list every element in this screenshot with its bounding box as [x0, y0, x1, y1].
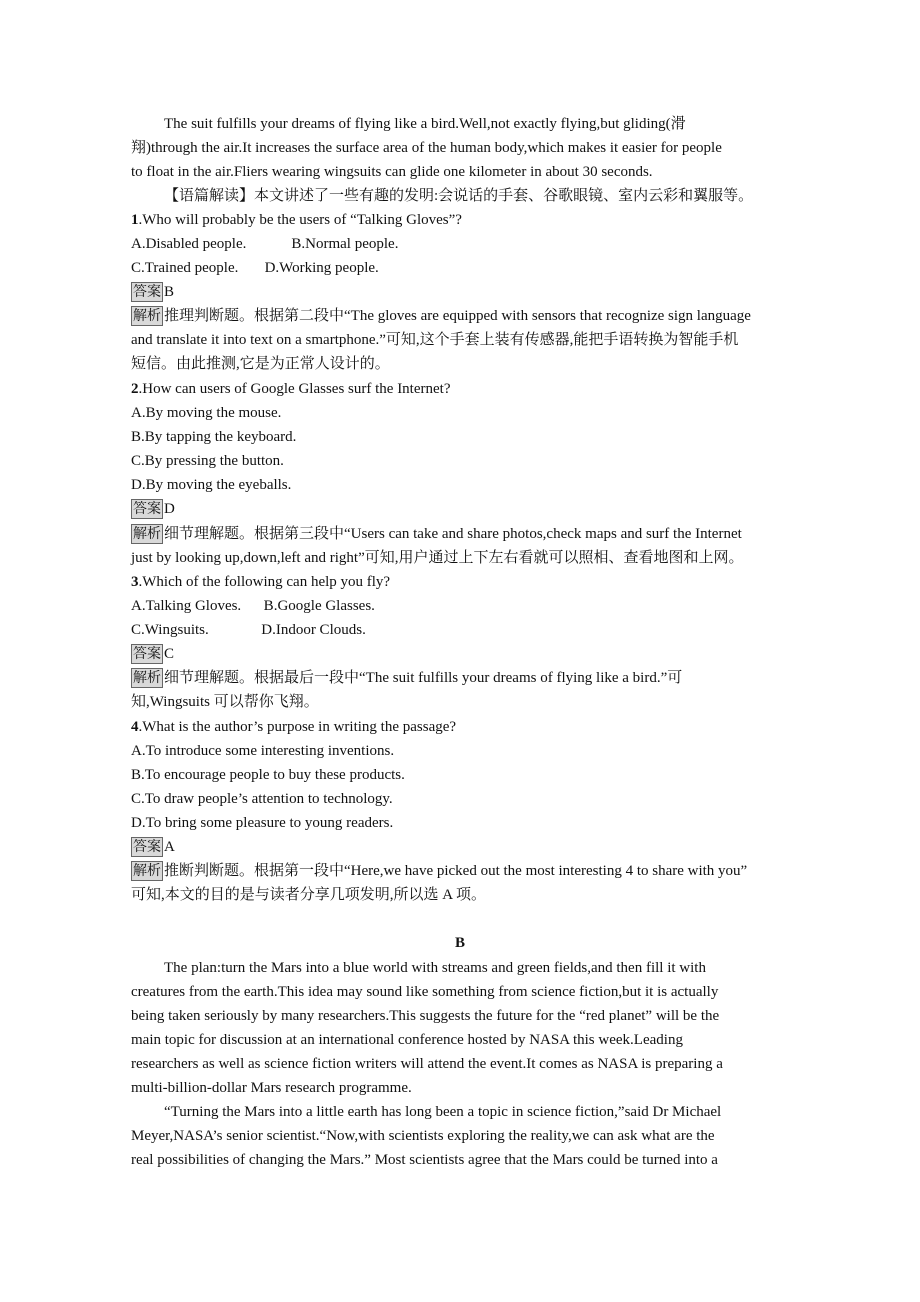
text-line [131, 258, 379, 278]
line-text: A.Disabled people. B.Normal people. [131, 236, 399, 252]
text-line [131, 620, 366, 640]
text-line [131, 596, 375, 616]
question-number: 1 [131, 212, 139, 228]
text-line [131, 524, 742, 544]
line-text: being taken seriously by many researchers.This suggests the future for the “red planet” will be the [131, 1008, 720, 1024]
text-line [164, 114, 686, 134]
line-text: C.Trained people. D.Working people. [131, 260, 379, 276]
line-text: B.To encourage people to buy these products. [131, 767, 405, 783]
line-text: A.By moving the mouse. [131, 405, 282, 421]
line-text: B [454, 935, 465, 951]
line-text: A [164, 839, 175, 855]
analysis-label: 解析 [133, 863, 161, 879]
line-text: 翔)through the air.It increases the surface area of the human body,which makes it easier for people [131, 140, 722, 156]
line-text: C [164, 646, 175, 662]
question-number: 2 [131, 381, 139, 397]
text-line [131, 837, 175, 857]
line-text: 短信。由此推测,它是为正常人设计的。 [131, 356, 390, 372]
line-text: The plan:turn the Mars into a blue world with streams and green fields,and then fill it with [164, 960, 706, 976]
line-text: multi-billion-dollar Mars research programme. [131, 1080, 412, 1096]
question-line [131, 717, 456, 737]
analysis-label: 解析 [133, 670, 161, 686]
answer-label: 答案 [133, 501, 161, 517]
text-line [131, 499, 175, 519]
line-text: main topic for discussion at an international conference hosted by NASA this week.Leading [131, 1032, 683, 1048]
text-line [131, 427, 296, 447]
line-text: .Which of the following can help you fly? [138, 574, 391, 590]
text-line [131, 306, 751, 326]
text-line [164, 1102, 721, 1122]
text-line [131, 234, 398, 254]
text-line [131, 1078, 412, 1098]
analysis-label: 解析 [133, 526, 161, 542]
text-line [131, 741, 394, 761]
text-line [131, 330, 738, 350]
line-text: just by looking up,down,left and right”可知,用户通过上下左右看就可以照相、查看地图和上网。 [131, 550, 744, 566]
line-text: .What is the author’s purpose in writing the passage? [138, 719, 457, 735]
text-line [131, 765, 405, 785]
line-text: 推理判断题。根据第二段中“The gloves are equipped with sensors that recognize sign language [164, 308, 751, 324]
line-text: 知,Wingsuits 可以帮你飞翔。 [131, 694, 319, 710]
line-text: “Turning the Mars into a little earth has long been a topic in science fiction,”said Dr Michael [164, 1104, 722, 1120]
text-line [131, 1150, 718, 1170]
line-text: A.Talking Gloves. B.Google Glasses. [131, 598, 375, 614]
answer-label: 答案 [133, 839, 161, 855]
text-line [131, 861, 747, 881]
question-line [131, 210, 462, 230]
analysis-label: 解析 [133, 308, 161, 324]
line-text: creatures from the earth.This idea may sound like something from science fiction,but it is actually [131, 984, 719, 1000]
text-line [131, 1126, 715, 1146]
line-text: and translate it into text on a smartphone.”可知,这个手套上装有传感器,能把手语转换为智能手机 [131, 332, 739, 348]
line-text: D.By moving the eyeballs. [131, 477, 292, 493]
line-text: .Who will probably be the users of “Talking Gloves”? [138, 212, 462, 228]
text-line [131, 813, 393, 833]
question-number: 3 [131, 574, 139, 590]
line-text: D [164, 501, 175, 517]
text-line [131, 548, 743, 568]
text-line [131, 282, 174, 302]
section-heading [0, 933, 920, 953]
line-text: C.By pressing the button. [131, 453, 284, 469]
text-line [164, 958, 706, 978]
text-line [164, 186, 753, 206]
question-line [131, 379, 451, 399]
line-text: to float in the air.Fliers wearing wingsuits can glide one kilometer in about 30 seconds. [131, 164, 653, 180]
text-line [131, 1006, 719, 1026]
text-line [131, 692, 319, 712]
text-line [131, 138, 722, 158]
line-text: Meyer,NASA’s senior scientist.“Now,with scientists exploring the reality,we can ask what are the [131, 1128, 715, 1144]
line-text: B.By tapping the keyboard. [131, 429, 297, 445]
line-text: 细节理解题。根据最后一段中“The suit fulfills your dreams of flying like a bird.”可 [164, 670, 683, 686]
text-line [131, 475, 291, 495]
line-text: researchers as well as science fiction writers will attend the event.It comes as NASA is preparing a [131, 1056, 723, 1072]
line-text: 细节理解题。根据第三段中“Users can take and share photos,check maps and surf the Internet [164, 526, 742, 542]
line-text: C.To draw people’s attention to technology. [131, 791, 393, 807]
answer-label: 答案 [133, 646, 161, 662]
line-text: real possibilities of changing the Mars.” Most scientists agree that the Mars could be turned into a [131, 1152, 718, 1168]
line-text: 推断判断题。根据第一段中“Here,we have picked out the most interesting 4 to share with you” [164, 863, 748, 879]
answer-label: 答案 [133, 284, 161, 300]
question-line [131, 572, 390, 592]
text-line [131, 982, 718, 1002]
line-text: 【语篇解读】本文讲述了一些有趣的发明:会说话的手套、谷歌眼镜、室内云彩和翼服等。 [164, 188, 754, 204]
line-text: D.To bring some pleasure to young readers. [131, 815, 394, 831]
text-line [131, 644, 174, 664]
text-line [131, 668, 682, 688]
text-line [131, 354, 390, 374]
question-number: 4 [131, 719, 139, 735]
text-line [131, 1054, 723, 1074]
line-text: 可知,本文的目的是与读者分享几项发明,所以选 A 项。 [131, 887, 487, 903]
line-text: A.To introduce some interesting inventions. [131, 743, 395, 759]
line-text: .How can users of Google Glasses surf the Internet? [138, 381, 451, 397]
text-line [131, 403, 281, 423]
text-line [131, 1030, 683, 1050]
text-line [131, 162, 653, 182]
line-text: B [164, 284, 175, 300]
line-text: C.Wingsuits. D.Indoor Clouds. [131, 622, 366, 638]
text-line [131, 451, 284, 471]
text-line [131, 885, 486, 905]
line-text: The suit fulfills your dreams of flying like a bird.Well,not exactly flying,but gliding(滑 [164, 116, 686, 132]
text-line [131, 789, 393, 809]
